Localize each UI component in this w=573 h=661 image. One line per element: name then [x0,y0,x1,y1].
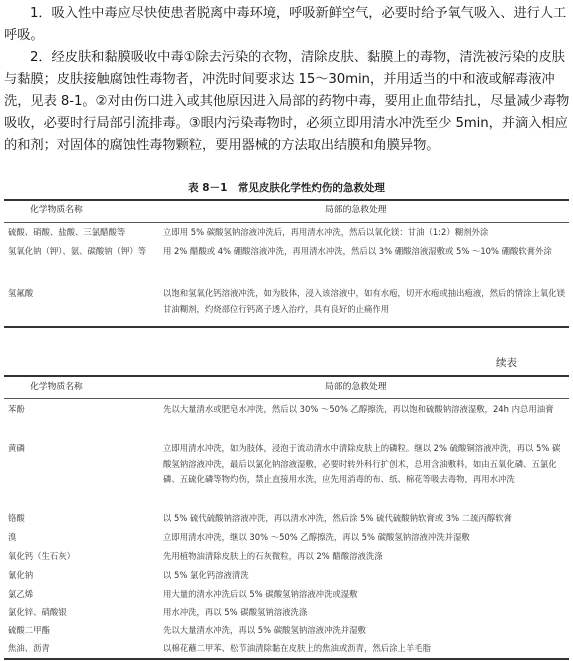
table-row-treatment: 以 5% 硫代硫酸钠溶液冲洗，再以清水冲洗，然后涂 5% 硫代硫酸钠软膏或 3% 二巯丙醇软膏 [163,513,512,523]
table-row-name: 氢氟酸 [8,288,34,298]
table-row-treatment: 立即用 5% 碳酸氢钠溶液冲洗后，再用清水冲洗，然后以氧化镁：甘油（1:2）糊剂外涂 [163,227,489,237]
table-row-name: 氯化锌、硝酸银 [8,607,67,617]
table-row-name: 溴 [8,532,17,542]
table-row-treatment: 以 5% 氯化钙溶液清洗 [163,570,249,580]
table-row-treatment: 立即用清水冲洗，继以 30% ～50% 乙醇擦洗，再以 5% 碳酸氢钠溶液冲洗并湿敷 [163,532,470,542]
table2-header-rule [4,398,569,399]
table2-bottom-rule [4,658,569,660]
paragraph-inhalation: 1．吸入性中毒应尽快使患者脱离中毒环境，呼吸新鲜空气，必要时给予氧气吸入、进行人工呼吸。 [4,6,567,43]
table-row-name: 硫酸、硝酸、盐酸、三氯醋酸等 [8,227,126,237]
table-row-treatment: 立即用清水冲洗，如为肢体，浸泡于流动清水中清除皮肤上的磷粒。继以 2% 硫酸铜溶液冲洗，再以 5% 碳酸氢钠溶液冲洗，最后以氯化钠溶液湿敷，必要时转外科行扩创术，总用含油敷料，如由五氧化磷、五氯化磷、五硫化磷等物灼伤，禁止直接用水洗，应先用消毒的布、纸、棉花等吸去毒物，再用水冲洗 [163,443,561,484]
table-row-name: 焦油、沥青 [8,643,50,653]
table2-top-rule [4,375,569,377]
table1-top-rule [4,199,569,201]
table-row-name: 氰化钠 [8,570,34,580]
table1-bottom-rule [4,326,569,328]
table-row-treatment: 用水冲洗，再以 5% 碳酸氢钠溶液洗涤 [163,607,308,617]
table1-header-rule [4,222,569,223]
table-row-treatment: 以饱和氢氧化钙溶液冲洗，如为肢体，浸入该溶液中，如有水疱，切开水疱或抽出疱液，然后的情涂上氧化镁甘油糊剂，灼烧部位行钙离子透入治疗，具有良好的止痛作用 [163,288,565,314]
continued-label: 续表 [496,357,517,369]
table-row-name: 黄磷 [8,443,25,453]
table-row-name: 铬酸 [8,513,25,523]
table2-header-name: 化学物质名称 [30,382,83,392]
table-row-name: 氯乙烯 [8,589,34,599]
table-row-name: 苯酚 [8,404,25,414]
table-row-treatment: 用大量的清水冲洗后以 5% 碳酸氢钠溶液冲洗或湿敷 [163,589,358,599]
table-row-treatment: 以棉花蘸二甲苯、松节油清除黏在皮肤上的焦油或沥青，然后涂上羊毛脂 [163,643,431,653]
table-row-name: 氢氧化钠（钾）、氨、碳酸钠（钾）等 [8,246,147,256]
table-row-treatment: 用 2% 醋酸或 4% 硼酸溶液冲洗，再用清水冲洗，然后以 3% 硼酸溶液湿敷或 5% ～10% 硼酸软膏外涂 [163,246,552,256]
table-row-name: 氧化钙（生石灰） [8,551,75,561]
table-caption: 表 8－1 常见皮肤化学性灼伤的急救处理 [188,182,385,194]
table-row-treatment: 先以大量清水或肥皂水冲洗，然后以 30% ～50% 乙醇擦洗，再以饱和硫酸钠溶液湿敷，24h 内总用油膏 [163,404,554,414]
table-row-treatment: 先用植物油清除皮肤上的石灰微粒，再以 2% 醋酸溶液洗涤 [163,551,383,561]
paragraph-skin-mucosa: 2．经皮肤和黏膜吸收中毒①除去污染的衣物，清除皮肤、黏膜上的毒物，清洗被污染的皮肤与黏膜；皮肤接触腐蚀性毒物者，冲洗时间要求达 15～30min，并用适当的中和液或解毒液冲洗，见表 8-1。②对由伤口进入或其他原因进入局部的药物中毒，要用止血带结扎，尽量减少毒物吸收，必要时行局部引流排毒。③眼内污染毒物时，必须立即用清水冲洗至少 5min，并滴入相应的和剂；对固体的腐蚀性毒物颗粒，要用器械的方法取出结膜和角膜异物。 [4,50,570,153]
table1-header-treatment: 局部的急救处理 [325,205,387,215]
table1-header-name: 化学物质名称 [30,205,83,215]
table2-header-treatment: 局部的急救处理 [325,382,387,392]
table-row-treatment: 先以大量清水冲洗，再以 5% 碳酸氢钠溶液冲洗并湿敷 [163,625,366,635]
table-row-name: 硫酸二甲酯 [8,625,50,635]
